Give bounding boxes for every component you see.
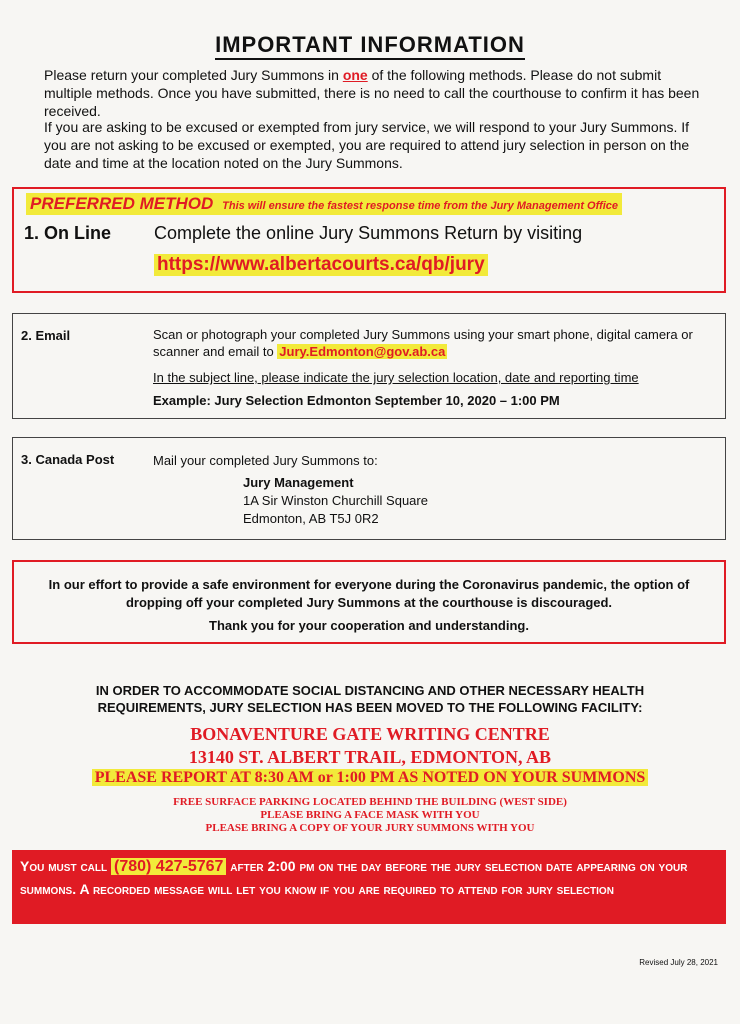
page-title: IMPORTANT INFORMATION [0, 32, 740, 58]
email-method-box [12, 313, 726, 419]
safety-thanks: Thank you for your cooperation and understanding. [209, 618, 529, 633]
mailing-address-line-2: Edmonton, AB T5J 0R2 [243, 511, 379, 526]
email-address-link[interactable]: Jury.Edmonton@gov.ab.ca [279, 344, 446, 359]
email-method-label: 2. Email [21, 328, 71, 343]
intro-paragraph-1: Please return your completed Jury Summons in one of the following methods. Please do not submit multiple methods. Once you have submitted, there is no need to call the courthouse to confirm it has been received. [44, 67, 700, 119]
jury-url-link[interactable]: https://www.albertacourts.ca/qb/jury [154, 254, 488, 276]
venue-name: BONAVENTURE GATE WRITING CENTRE [190, 724, 550, 744]
preferred-method-box [12, 187, 726, 293]
mask-note: PLEASE BRING A FACE MASK WITH YOU [260, 809, 480, 821]
revised-date: Revised July 28, 2021 [639, 958, 718, 967]
canada-post-text: Mail your completed Jury Summons to: [153, 453, 378, 468]
mailing-address-line-1: 1A Sir Winston Churchill Square [243, 493, 428, 508]
report-time: PLEASE REPORT AT 8:30 AM or 1:00 PM AS NOTED ON YOUR SUMMONS [0, 769, 740, 787]
preferred-method-label: PREFERRED METHOD This will ensure the fastest response time from the Jury Management Office [26, 193, 622, 215]
online-method-label: 1. On Line [24, 223, 112, 243]
call-notice-box: You must call (780) 427-5767 after 2:00 pm on the day before the jury selection date appearing on your summons. A recorded message will let you know if you are required to attend for jury selection [12, 850, 726, 924]
canada-post-label: 3. Canada Post [21, 452, 115, 467]
email-subject-instruction: In the subject line, please indicate the jury selection location, date and reporting time [153, 370, 639, 385]
canada-post-method-box [12, 437, 726, 540]
one-emphasis: one [342, 67, 368, 83]
parking-note: FREE SURFACE PARKING LOCATED BEHIND THE BUILDING (WEST SIDE) [173, 796, 567, 808]
copy-note: PLEASE BRING A COPY OF YOUR JURY SUMMONS WITH YOU [205, 822, 535, 834]
email-example: Example: Jury Selection Edmonton September 10, 2020 – 1:00 PM [153, 393, 560, 408]
safety-notice-text: In our effort to provide a safe environment for everyone during the Coronavirus pandemic, the option of dropping off your completed Jury Summons at the courthouse is discouraged. [48, 577, 690, 610]
phone-number[interactable]: (780) 427-5767 [111, 858, 226, 875]
safety-notice-box [12, 560, 726, 644]
venue-address: 13140 ST. ALBERT TRAIL, EDMONTON, AB [188, 747, 552, 767]
mailing-name: Jury Management [243, 475, 354, 490]
email-method-text: Scan or photograph your completed Jury Summons using your smart phone, digital camera or scanner and email to Jury.Edmonton@gov.ab.ca [153, 327, 693, 359]
intro-paragraph-2: If you are asking to be excused or exempted from jury service, we will respond to your Jury Summons. If you are not asking to be excused or exempted, you are required to attend jury selection in person on the date and time at the location noted on the Jury Summons. [44, 119, 690, 171]
relocation-notice: IN ORDER TO ACCOMMODATE SOCIAL DISTANCING AND OTHER NECESSARY HEALTH REQUIREMENTS, JURY SELECTION HAS BEEN MOVED TO THE FOLLOWING FACILITY: [95, 683, 645, 715]
online-method-text: Complete the online Jury Summons Return by visiting [154, 223, 583, 243]
